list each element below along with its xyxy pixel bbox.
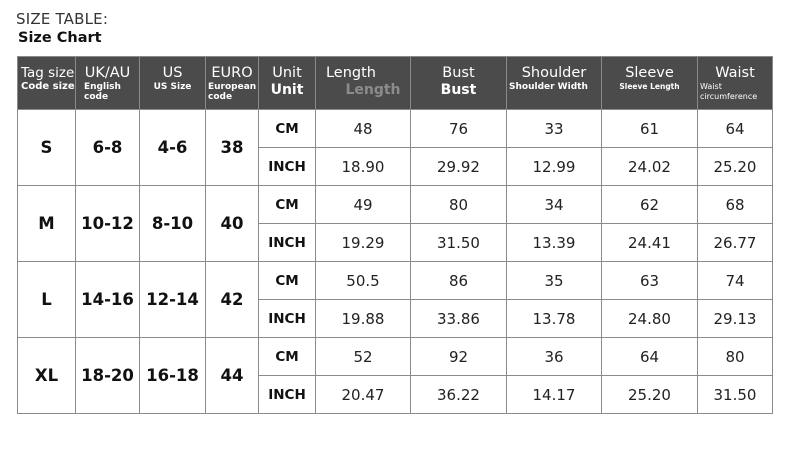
header-uk-au: UK/AU English code — [76, 57, 140, 110]
sleeve-cell: 24.41 — [602, 224, 698, 262]
header-bust: Bust Bust — [411, 57, 507, 110]
unit-cell: CM — [259, 338, 316, 376]
length-cell: 19.88 — [316, 300, 411, 338]
euro-size-cell: 42 — [206, 262, 259, 338]
uk-au-cell: 10-12 — [76, 186, 140, 262]
table-row — [18, 110, 773, 148]
header-row — [18, 57, 773, 110]
bust-cell: 86 — [411, 262, 507, 300]
waist-cell: 29.13 — [698, 300, 773, 338]
waist-cell: 26.77 — [698, 224, 773, 262]
uk-au-cell: 18-20 — [76, 338, 140, 414]
size-table-heading: SIZE TABLE: — [16, 10, 109, 28]
header-tag-size: Tag size Code size — [18, 57, 76, 110]
euro-size-cell: 44 — [206, 338, 259, 414]
length-cell: 48 — [316, 110, 411, 148]
bust-cell: 36.22 — [411, 376, 507, 414]
unit-cell: CM — [259, 110, 316, 148]
length-cell: 52 — [316, 338, 411, 376]
bust-cell: 92 — [411, 338, 507, 376]
header-waist: Waist Waist circumference — [698, 57, 773, 110]
header-euro: EURO European code — [206, 57, 259, 110]
shoulder-cell: 33 — [507, 110, 602, 148]
unit-cell: INCH — [259, 224, 316, 262]
tag-size-cell: XL — [18, 338, 76, 414]
shoulder-cell: 14.17 — [507, 376, 602, 414]
bust-cell: 29.92 — [411, 148, 507, 186]
table-row — [18, 262, 773, 300]
sleeve-cell: 24.80 — [602, 300, 698, 338]
euro-size-cell: 40 — [206, 186, 259, 262]
tag-size-cell: M — [18, 186, 76, 262]
size-chart-title: Size Chart — [18, 30, 102, 46]
sleeve-cell: 62 — [602, 186, 698, 224]
header-sleeve: Sleeve Sleeve Length — [602, 57, 698, 110]
length-cell: 50.5 — [316, 262, 411, 300]
sleeve-cell: 61 — [602, 110, 698, 148]
header-length: Length Length — [316, 57, 411, 110]
waist-cell: 74 — [698, 262, 773, 300]
length-cell: 19.29 — [316, 224, 411, 262]
tag-size-cell: L — [18, 262, 76, 338]
waist-cell: 31.50 — [698, 376, 773, 414]
waist-cell: 25.20 — [698, 148, 773, 186]
table-row — [18, 186, 773, 224]
length-cell: 20.47 — [316, 376, 411, 414]
waist-cell: 64 — [698, 110, 773, 148]
unit-cell: INCH — [259, 148, 316, 186]
tag-size-cell: S — [18, 110, 76, 186]
sleeve-cell: 64 — [602, 338, 698, 376]
header-unit: Unit Unit — [259, 57, 316, 110]
shoulder-cell: 34 — [507, 186, 602, 224]
table-row — [18, 338, 773, 376]
waist-cell: 80 — [698, 338, 773, 376]
bust-cell: 31.50 — [411, 224, 507, 262]
uk-au-cell: 6-8 — [76, 110, 140, 186]
us-size-cell: 16-18 — [140, 338, 206, 414]
length-cell: 18.90 — [316, 148, 411, 186]
euro-size-cell: 38 — [206, 110, 259, 186]
bust-cell: 33.86 — [411, 300, 507, 338]
size-chart-table — [17, 56, 773, 414]
shoulder-cell: 36 — [507, 338, 602, 376]
uk-au-cell: 14-16 — [76, 262, 140, 338]
us-size-cell: 8-10 — [140, 186, 206, 262]
unit-cell: INCH — [259, 376, 316, 414]
bust-cell: 80 — [411, 186, 507, 224]
unit-cell: CM — [259, 262, 316, 300]
header-shoulder: Shoulder Shoulder Width — [507, 57, 602, 110]
sleeve-cell: 25.20 — [602, 376, 698, 414]
unit-cell: CM — [259, 186, 316, 224]
header-us: US US Size — [140, 57, 206, 110]
us-size-cell: 12-14 — [140, 262, 206, 338]
unit-cell: INCH — [259, 300, 316, 338]
waist-cell: 68 — [698, 186, 773, 224]
shoulder-cell: 13.78 — [507, 300, 602, 338]
sleeve-cell: 24.02 — [602, 148, 698, 186]
bust-cell: 76 — [411, 110, 507, 148]
length-cell: 49 — [316, 186, 411, 224]
shoulder-cell: 13.39 — [507, 224, 602, 262]
shoulder-cell: 12.99 — [507, 148, 602, 186]
shoulder-cell: 35 — [507, 262, 602, 300]
sleeve-cell: 63 — [602, 262, 698, 300]
us-size-cell: 4-6 — [140, 110, 206, 186]
